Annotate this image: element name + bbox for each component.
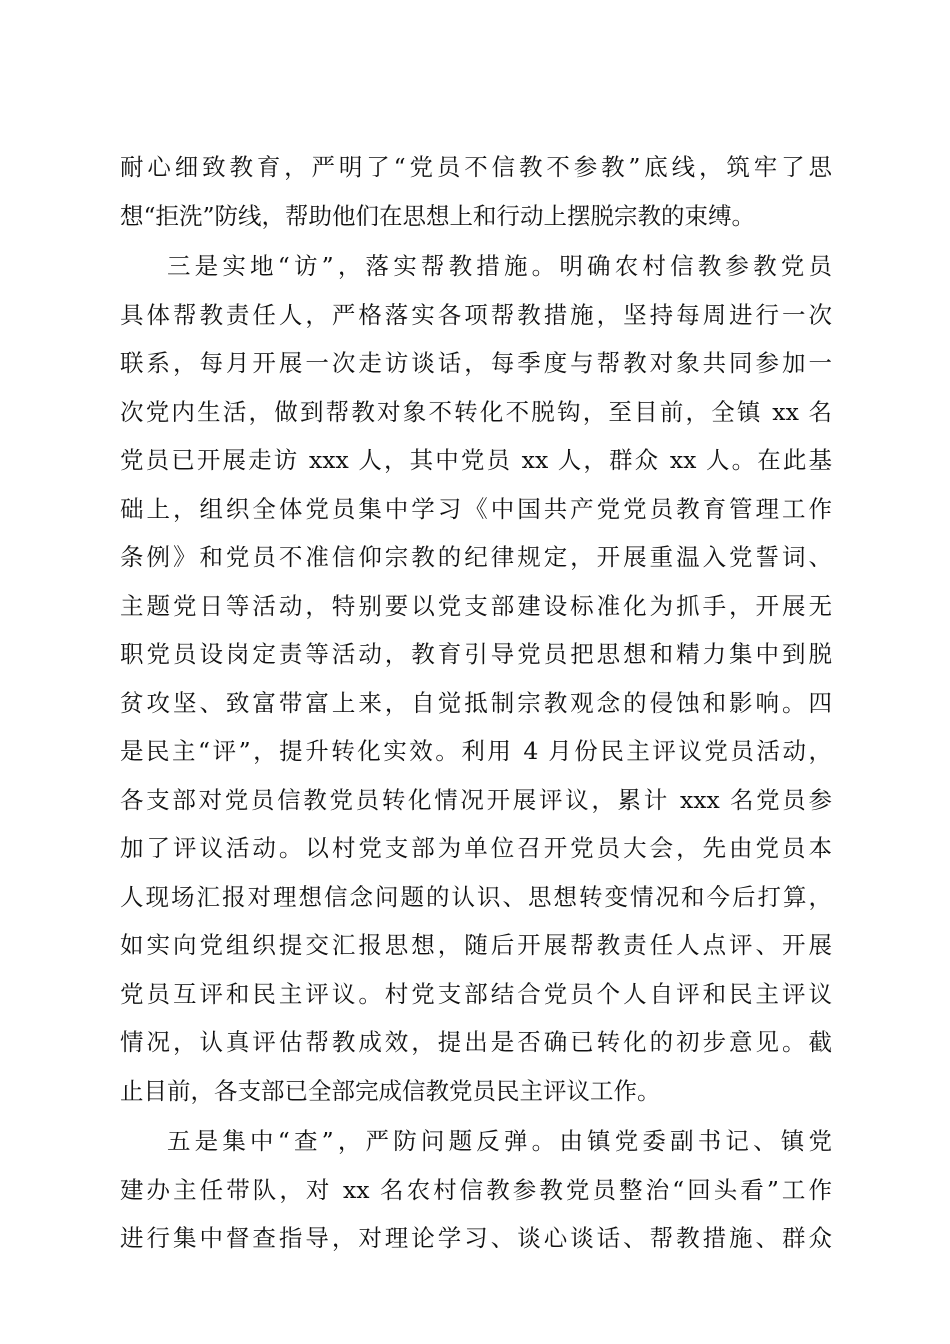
text-line: 党员已开展走访 xxx 人，其中党员 xx 人，群众 xx 人。在此基: [120, 446, 832, 474]
text-line: 是民主“评”，提升转化实效。利用 4 月份民主评议党员活动，: [120, 737, 832, 765]
document-body: [120, 143, 832, 1263]
text-line: 三是实地“访”，落实帮教措施。明确农村信教参教党员: [167, 252, 832, 280]
text-line: 止目前，各支部已全部完成信教党员民主评议工作。: [120, 1076, 661, 1105]
paragraph-3: [120, 1117, 832, 1263]
text-line: 如实向党组织提交汇报思想，随后开展帮教责任人点评、开展: [120, 931, 832, 959]
text-line: 条例》和党员不准信仰宗教的纪律规定，开展重温入党誓词、: [120, 543, 832, 571]
paragraph-1: [120, 143, 832, 240]
text-line: 建办主任带队，对 xx 名农村信教参教党员整治“回头看”工作: [120, 1175, 832, 1204]
text-line: 各支部对党员信教党员转化情况开展评议，累计 xxx 名党员参: [120, 785, 832, 814]
text-line: 联系，每月开展一次走访谈话，每季度与帮教对象共同参加一: [120, 349, 832, 377]
text-line: 耐心细致教育，严明了“党员不信教不参教”底线，筑牢了思: [120, 153, 832, 181]
text-line: 职党员设岗定责等活动，教育引导党员把思想和精力集中到脱: [120, 640, 832, 668]
text-line: 次党内生活，做到帮教对象不转化不脱钩，至目前，全镇 xx 名: [120, 397, 832, 426]
text-line: 五是集中“查”，严防问题反弹。由镇党委副书记、镇党: [167, 1127, 832, 1155]
text-line: 主题党日等活动，特别要以党支部建设标准化为抓手，开展无: [120, 591, 832, 620]
paragraph-2: [120, 242, 832, 1115]
text-line: 具体帮教责任人，严格落实各项帮教措施，坚持每周进行一次: [120, 300, 832, 329]
text-line: 加了评议活动。以村党支部为单位召开党员大会，先由党员本: [120, 834, 832, 862]
text-line: 础上，组织全体党员集中学习《中国共产党党员教育管理工作: [120, 494, 832, 523]
text-line: 情况，认真评估帮教成效，提出是否确已转化的初步意见。截: [120, 1028, 832, 1056]
text-line: 人现场汇报对理想信念问题的认识、思想转变情况和今后打算，: [120, 882, 832, 911]
text-line: 党员互评和民主评议。村党支部结合党员个人自评和民主评议: [120, 979, 832, 1008]
text-line: 想“拒洗”防线，帮助他们在思想上和行动上摆脱宗教的束缚。: [120, 201, 756, 230]
text-line: 进行集中督查指导，对理论学习、谈心谈话、帮教措施、群众: [120, 1224, 832, 1252]
text-line: 贫攻坚、致富带富上来，自觉抵制宗教观念的侵蚀和影响。四: [120, 688, 832, 717]
